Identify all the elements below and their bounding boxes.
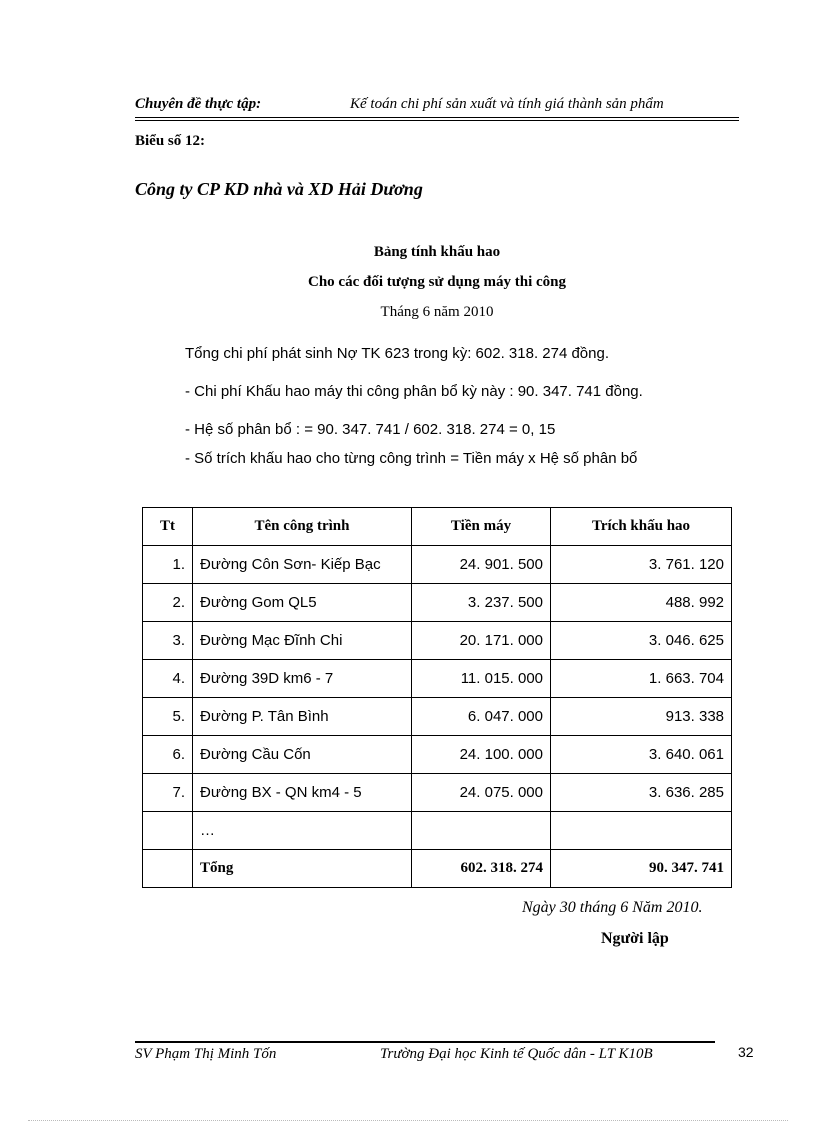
header-rule-bottom	[135, 120, 739, 121]
cell-tien-may: 11. 015. 000	[412, 660, 551, 698]
cell-trich: 3. 761. 120	[551, 546, 732, 584]
cell-tt: 7.	[143, 774, 193, 812]
col-header-name: Tên công trình	[193, 508, 412, 546]
footer-school: Trường Đại học Kinh tế Quốc dân - LT K10B	[380, 1046, 653, 1062]
info-line-total-cost: Tổng chi phí phát sinh Nợ TK 623 trong kỳ: 602. 318. 274 đồng.	[185, 345, 610, 362]
cell-trich: 1. 663. 704	[551, 660, 732, 698]
cell-tt: 3.	[143, 622, 193, 660]
cell-total-tien-may: 602. 318. 274	[412, 850, 551, 888]
table-subtitle: Cho các đối tượng sử dụng máy thi công	[307, 274, 566, 290]
table-total-row	[143, 850, 732, 888]
footer-student: SV Phạm Thị Minh Tốn	[135, 1046, 277, 1062]
cell-name: Đường BX - QN km4 - 5	[193, 774, 412, 812]
info-line-depreciation: - Chi phí Khấu hao máy thi công phân bổ kỳ này : 90. 347. 741 đồng.	[185, 383, 643, 400]
form-number: Biểu số 12:	[135, 133, 206, 149]
col-header-tien-may: Tiền máy	[412, 508, 551, 546]
cell-tien-may	[412, 812, 551, 850]
header-rule-top	[135, 117, 739, 118]
cell-tt-empty	[143, 850, 193, 888]
cell-tt: 2.	[143, 584, 193, 622]
cell-trich	[551, 812, 732, 850]
cell-trich: 488. 992	[551, 584, 732, 622]
col-header-tt: Tt	[143, 508, 193, 546]
table-row	[143, 698, 732, 736]
table-row	[143, 584, 732, 622]
cell-trich: 3. 046. 625	[551, 622, 732, 660]
cell-name: Đường P. Tân Bình	[193, 698, 412, 736]
cell-name: Đường 39D km6 - 7	[193, 660, 412, 698]
col-header-trich-khau-hao: Trích khấu hao	[551, 508, 732, 546]
cell-name: …	[193, 812, 412, 850]
cell-name: Đường Cầu Cốn	[193, 736, 412, 774]
cell-trich: 3. 636. 285	[551, 774, 732, 812]
cell-tt	[143, 812, 193, 850]
cell-name: Đường Mạc Đĩnh Chi	[193, 622, 412, 660]
cell-tien-may: 24. 901. 500	[412, 546, 551, 584]
table-row	[143, 774, 732, 812]
cell-tien-may: 24. 075. 000	[412, 774, 551, 812]
cell-tien-may: 6. 047. 000	[412, 698, 551, 736]
footer-rule	[135, 1041, 715, 1043]
table-row	[143, 622, 732, 660]
table-title: Bảng tính khấu hao	[373, 244, 501, 260]
header-left: Chuyên đề thực tập:	[135, 96, 262, 112]
cell-tt: 6.	[143, 736, 193, 774]
table-row	[143, 660, 732, 698]
cell-tt: 4.	[143, 660, 193, 698]
table-row	[143, 546, 732, 584]
page-number: 32	[738, 1044, 754, 1060]
cell-name: Đường Côn Sơn- Kiếp Bạc	[193, 546, 412, 584]
header-right: Kế toán chi phí sản xuất và tính giá thành sản phẩm	[350, 96, 664, 112]
cell-tt: 5.	[143, 698, 193, 736]
table-header-row	[143, 508, 732, 546]
signer-title: Người lập	[601, 930, 669, 947]
table-row	[143, 812, 732, 850]
cell-total-label: Tổng	[193, 850, 412, 888]
cell-trich: 3. 640. 061	[551, 736, 732, 774]
cell-tien-may: 20. 171. 000	[412, 622, 551, 660]
info-line-ratio: - Hệ số phân bổ : = 90. 347. 741 / 602. 318. 274 = 0, 15	[185, 421, 556, 438]
date-line: Ngày 30 tháng 6 Năm 2010.	[522, 899, 703, 916]
info-line-formula: - Số trích khấu hao cho từng công trình = Tiền máy x Hệ số phân bổ	[185, 450, 638, 467]
page-bottom-border	[28, 1120, 788, 1121]
cell-trich: 913. 338	[551, 698, 732, 736]
table-row	[143, 736, 732, 774]
cell-tt: 1.	[143, 546, 193, 584]
cell-total-trich: 90. 347. 741	[551, 850, 732, 888]
table-period: Tháng 6 năm 2010	[380, 304, 494, 320]
cell-tien-may: 24. 100. 000	[412, 736, 551, 774]
cell-tien-may: 3. 237. 500	[412, 584, 551, 622]
cell-name: Đường Gom QL5	[193, 584, 412, 622]
company-name: Công ty CP KD nhà và XD Hải Dương	[135, 179, 423, 199]
depreciation-table	[142, 507, 732, 888]
